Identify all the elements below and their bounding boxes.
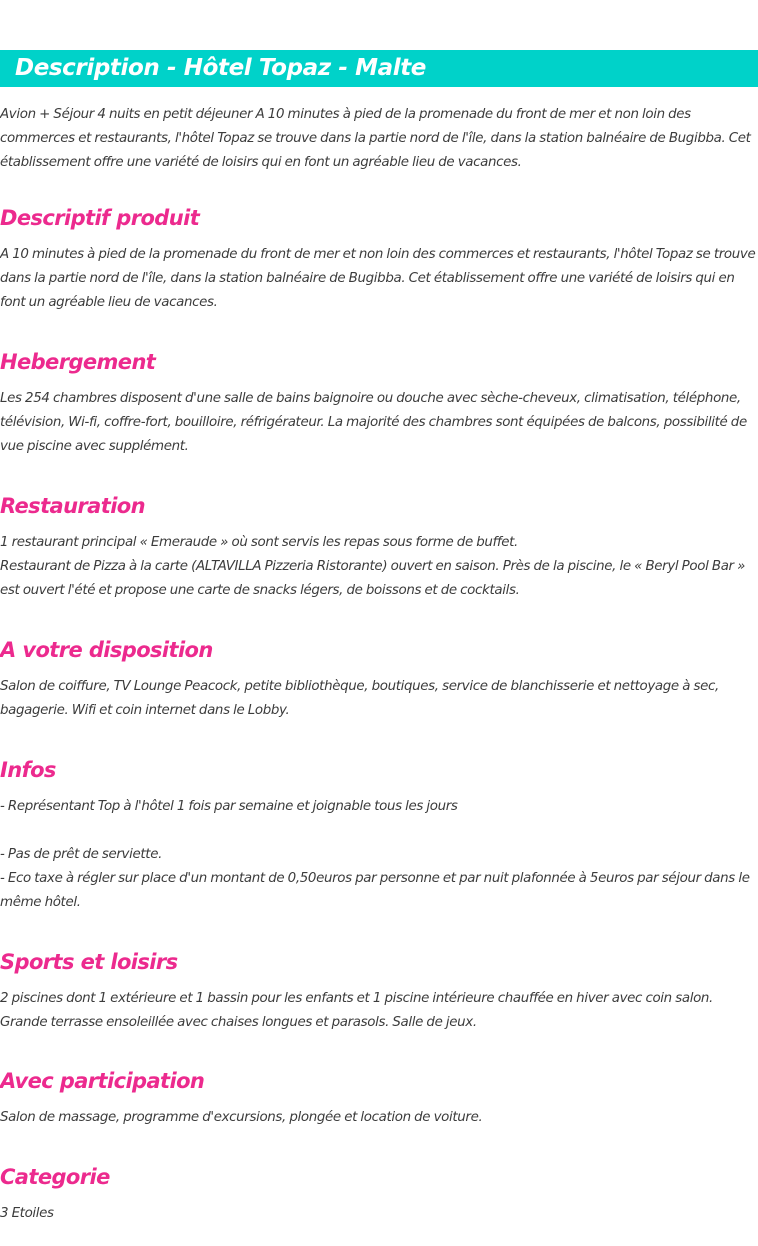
page-title: Description - Hôtel Topaz - Malte	[15, 55, 426, 81]
section-heading: A votre disposition	[0, 638, 213, 662]
section-text: A 10 minutes à pied de la promenade du front de mer et non loin des commerces et restaurants, l'hôtel Topaz se trouve dans la partie nord de l'île, dans la station balnéaire de Bugibba. Cet établissement offre une variété de loisirs qui en font un agréable lieu de vacances.	[0, 247, 756, 310]
text-line: - Représentant Top à l'hôtel 1 fois par semaine et joignable tous les jours	[0, 799, 458, 814]
section-heading: Hebergement	[0, 350, 156, 374]
section-text: 2 piscines dont 1 extérieure et 1 bassin pour les enfants et 1 piscine intérieure chauffée en hiver avec coin salon. Grande terrasse ensoleillée avec chaises longues et parasols. Salle de jeux.	[0, 991, 713, 1030]
section-heading: Sports et loisirs	[0, 950, 178, 974]
section-sports-et-loisirs	[0, 947, 758, 1035]
section-heading: Infos	[0, 758, 56, 782]
section-heading: Descriptif produit	[0, 206, 200, 230]
section-text	[0, 795, 758, 915]
section-hebergement	[0, 347, 758, 459]
intro-text: Avion + Séjour 4 nuits en petit déjeuner A 10 minutes à pied de la promenade du front de mer et non loin des commerces et restaurants, l'hôtel Topaz se trouve dans la partie nord de l'île, dans la station balnéaire de Bugibba. Cet établissement offre une variété de loisirs qui en font un agréable lieu de vacances.	[0, 107, 751, 170]
section-a-votre-disposition	[0, 635, 758, 723]
text-line: 1 restaurant principal « Emeraude » où sont servis les repas sous forme de buffet.	[0, 535, 518, 550]
section-avec-participation	[0, 1066, 758, 1130]
section-text: 3 Etoiles	[0, 1206, 54, 1221]
section-text: Salon de coiffure, TV Lounge Peacock, petite bibliothèque, boutiques, service de blanchisserie et nettoyage à sec, bagagerie. Wifi et coin internet dans le Lobby.	[0, 679, 719, 718]
section-heading: Restauration	[0, 494, 145, 518]
text-line-blank	[0, 819, 758, 843]
section-text	[0, 531, 758, 603]
section-heading: Avec participation	[0, 1069, 205, 1093]
section-descriptif-produit	[0, 203, 758, 315]
text-line: Restaurant de Pizza à la carte (ALTAVILLA Pizzeria Ristorante) ouvert en saison. Près de la piscine, le « Beryl Pool Bar » est ouvert l'été et propose une carte de snacks légers, de boissons et de cocktails.	[0, 559, 746, 598]
section-heading: Categorie	[0, 1165, 110, 1189]
section-restauration	[0, 491, 758, 603]
section-text: Salon de massage, programme d'excursions, plongée et location de voiture.	[0, 1110, 483, 1125]
intro-section	[0, 103, 758, 175]
page-title-banner	[0, 50, 758, 87]
text-line: - Eco taxe à régler sur place d'un montant de 0,50euros par personne et par nuit plafonnée à 5euros par séjour dans le même hôtel.	[0, 871, 750, 910]
section-text: Les 254 chambres disposent d'une salle de bains baignoire ou douche avec sèche-cheveux, climatisation, téléphone, télévision, Wi-fi, coffre-fort, bouilloire, réfrigérateur. La majorité des chambres sont équipées de balcons, possibilité de vue piscine avec supplément.	[0, 391, 747, 454]
section-infos	[0, 755, 758, 915]
section-categorie	[0, 1162, 758, 1226]
text-line: - Pas de prêt de serviette.	[0, 847, 162, 862]
